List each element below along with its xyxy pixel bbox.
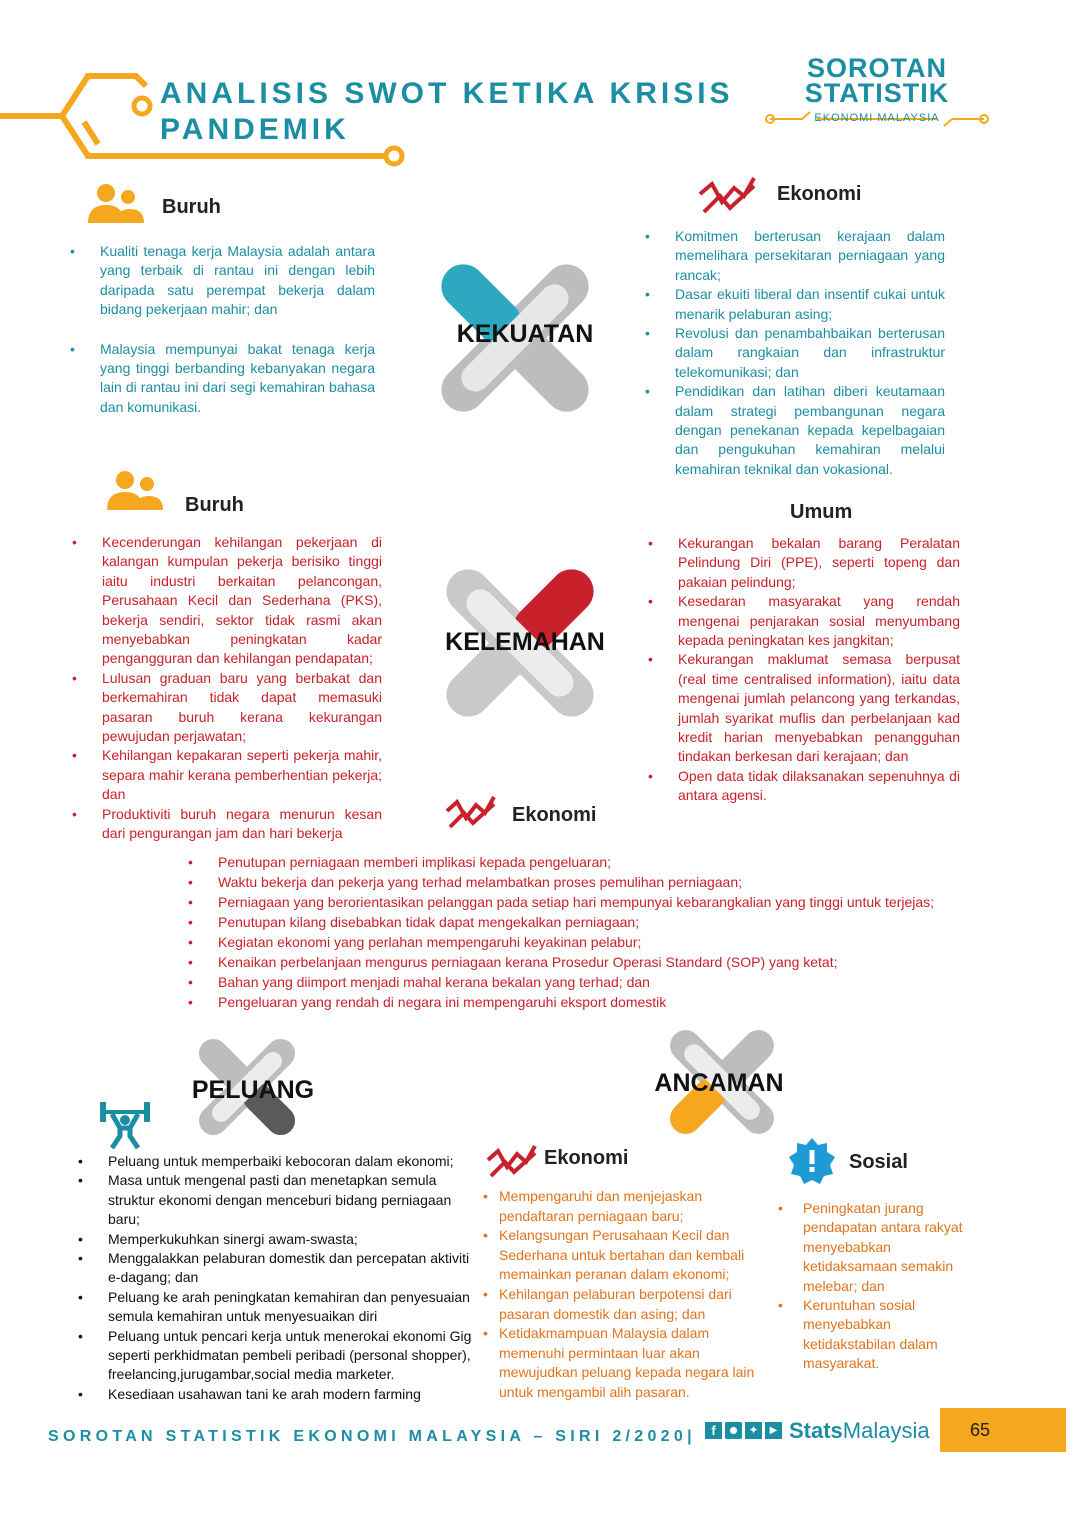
logo-line-1: SOROTAN [807, 53, 947, 83]
list-item: • Pengeluaran yang rendah di negara ini mempengaruhi eksport domestik [188, 992, 978, 1012]
list-item: • Mempengaruhi dan menjejaskan pendaftaran perniagaan baru; [483, 1187, 763, 1226]
kekuatan-ekonomi-heading: Ekonomi [777, 183, 862, 205]
trend-chart-icon [445, 793, 497, 829]
title-line-2: PANDEMIK [160, 113, 350, 146]
page-number-text: 65 [970, 1420, 991, 1440]
ancaman-sosial-list [778, 1199, 978, 1374]
list-item: • Dasar ekuiti liberal dan insentif cukai untuk menarik pelaburan asing; [645, 285, 945, 324]
list-item: • Peningkatan jurang pendapatan antara rakyat menyebabkan ketidaksamaan semakin melebar; dan [778, 1199, 978, 1296]
list-item: • Kekurangan maklumat semasa berpusat (real time centralised information), iaitu data mengenai jumlah pelancong yang terkandas, jumlah syarikat muflis dan perbelanjaan kad kredit harian menyebabkan penangguhan tindakan berkesan dari kerajaan; dan [648, 650, 960, 766]
list-item: • Kualiti tenaga kerja Malaysia adalah antara yang terbaik di rantau ini dengan lebih daripada satu perempat bekerja dalam bidang pekerjaan mahir; dan [70, 242, 375, 320]
list-item: • Revolusi dan penambahbaikan berterusan dalam rangkaian dan infrastruktur telekomunikasi; dan [645, 324, 945, 382]
list-item: • Kegiatan ekonomi yang perlahan mempengaruhi keyakinan pelabur; [188, 932, 978, 952]
list-item: • Penutupan perniagaan memberi implikasi kepada pengeluaran; [188, 852, 978, 872]
ancaman-label: ANCAMAN [654, 1069, 784, 1097]
list-item: • Malaysia mempunyai bakat tenaga kerja yang tinggi berbanding kebanyakan negara lain di rantau ini dari segi kemahiran bahasa dan komunikasi. [70, 340, 375, 418]
list-item: • Kehilangan pelaburan berpotensi dari pasaran domestik dan asing; dan [483, 1285, 763, 1324]
kekuatan-buruh-heading: Buruh [162, 196, 221, 218]
list-item: • Kekurangan bekalan barang Peralatan Pelindung Diri (PPE), seperti topeng dan pakaian pelindung; [648, 534, 960, 592]
list-item: • Waktu bekerja dan pekerja yang terhad melambatkan proses pemulihan perniagaan; [188, 872, 978, 892]
list-item: • Kecenderungan kehilangan pekerjaan di kalangan kumpulan pekerja berisiko tinggi iaitu industri berkaitan pelancongan, Perusahaan Kecil dan Sederhana (PKS), bekerja sendiri, sektor tidak rasmi akan menyebabkan peningkatan kadar pengangguran dan kehilangan pendapatan; [72, 533, 382, 669]
ancaman-ekonomi-list [483, 1187, 763, 1403]
ancaman-sosial-heading: Sosial [849, 1151, 908, 1173]
list-item: • Memperkukuhkan sinergi awam-swasta; [78, 1230, 478, 1249]
kekuatan-label: KEKUATAN [456, 320, 594, 348]
brand-light: Malaysia [842, 1418, 930, 1443]
list-item: • Kesedaran masyarakat yang rendah mengenai penjarakan sosial menyumbang kepada peningkatan kes jangkitan; [648, 592, 960, 650]
workers-icon [105, 470, 167, 512]
instagram-icon[interactable] [725, 1422, 742, 1439]
page-number [940, 1408, 1066, 1452]
list-item: • Ketidakmampuan Malaysia dalam memenuhi permintaan luar akan mewujudkan peluang kepada negara lain untuk mengambil alih pasaran. [483, 1324, 763, 1402]
kelemahan-umum-list [648, 534, 960, 806]
ancaman-ekonomi-heading: Ekonomi [544, 1147, 629, 1169]
list-item: • Peluang untuk pencari kerja untuk menerokai ekonomi Gig seperti perkhidmatan pembeli peribadi (personal shopper), freelancing,jurugambar,social media marketer. [78, 1327, 478, 1385]
kelemahan-umum-heading: Umum [790, 501, 853, 523]
youtube-icon[interactable]: ▶ [765, 1422, 782, 1439]
list-item: • Bahan yang diimport menjadi mahal kerana bekalan yang terhad; dan [188, 972, 978, 992]
trend-chart-icon [698, 174, 758, 214]
list-item: • Pendidikan dan latihan diberi keutamaan dalam strategi pembangunan negara dengan penekanan kepada kepelbagaian dan pengukuhan kemahiran melalui kemahiran teknikal dan vokasional. [645, 382, 945, 479]
list-item: • Perniagaan yang berorientasikan pelanggan pada setiap hari mempunyai kebarangkalian yang tinggi untuk terjejas; [188, 892, 978, 912]
list-item: • Kelangsungan Perusahaan Kecil dan Sederhana untuk bertahan dan kembali memainkan peranan dalam ekonomi; [483, 1226, 763, 1285]
title-line-1: ANALISIS SWOT KETIKA KRISIS [160, 77, 734, 110]
list-item: • Penutupan kilang disebabkan tidak dapat mengekalkan perniagaan; [188, 912, 978, 932]
list-item: • Kesediaan usahawan tani ke arah modern farming [78, 1385, 478, 1404]
peluang-list [78, 1152, 478, 1404]
list-item: • Keruntuhan sosial menyebabkan ketidakstabilan dalam masyarakat. [778, 1296, 978, 1374]
list-item: • Masa untuk mengenal pasti dan menetapkan semula struktur ekonomi dengan menceburi bidang perniagaan baru; [78, 1171, 478, 1229]
alert-badge-icon [788, 1137, 836, 1185]
social-icons [705, 1422, 782, 1439]
kekuatan-ekonomi-list [645, 227, 945, 479]
logo-line-3: EKONOMI MALAYSIA [814, 112, 940, 124]
kekuatan-buruh-list [70, 242, 375, 417]
kelemahan-ekonomi-heading: Ekonomi [512, 804, 597, 826]
footer-publication-title: SOROTAN STATISTIK EKONOMI MALAYSIA – SIRI 2/2020| [48, 1428, 696, 1445]
kelemahan-buruh-list [72, 533, 382, 844]
list-item: • Peluang untuk memperbaiki kebocoran dalam ekonomi; [78, 1152, 478, 1171]
brand-bold: Stats [789, 1418, 843, 1443]
twitter-icon[interactable]: ✦ [745, 1422, 762, 1439]
kelemahan-label: KELEMAHAN [445, 628, 605, 656]
stats-malaysia-brand [789, 1418, 930, 1444]
list-item: • Peluang ke arah peningkatan kemahiran dan penyesuaian semula kemahiran untuk menyesuaikan diri [78, 1288, 478, 1327]
list-item: • Kehilangan kepakaran seperti pekerja mahir, separa mahir kerana pemberhentian pekerja; dan [72, 746, 382, 804]
trend-chart-icon [486, 1142, 538, 1178]
list-item: • Komitmen berterusan kerajaan dalam memelihara persekitaran perniagaan yang rancak; [645, 227, 945, 285]
peluang-label: PELUANG [191, 1076, 315, 1104]
weightlifter-icon [98, 1098, 152, 1150]
list-item: • Lulusan graduan baru yang berbakat dan berkemahiran tidak dapat memasuki pasaran buruh kerana kekurangan pewujudan perjawatan; [72, 669, 382, 747]
list-item: • Produktiviti buruh negara menurun kesan dari pengurangan jam dan hari bekerja [72, 805, 382, 844]
workers-icon [86, 183, 148, 225]
list-item: • Menggalakkan pelaburan domestik dan percepatan aktiviti e-dagang; dan [78, 1249, 478, 1288]
list-item: • Open data tidak dilaksanakan sepenuhnya di antara agensi. [648, 767, 960, 806]
sorotan-statistik-logo [762, 53, 992, 146]
kelemahan-buruh-heading: Buruh [185, 494, 244, 516]
list-item: • Kenaikan perbelanjaan mengurus perniagaan kerana Prosedur Operasi Standard (SOP) yang ketat; [188, 952, 978, 972]
facebook-icon[interactable]: f [705, 1422, 722, 1439]
logo-line-2: STATISTIK [804, 78, 950, 108]
page-title [160, 76, 734, 148]
kelemahan-ekonomi-list [188, 852, 978, 1012]
